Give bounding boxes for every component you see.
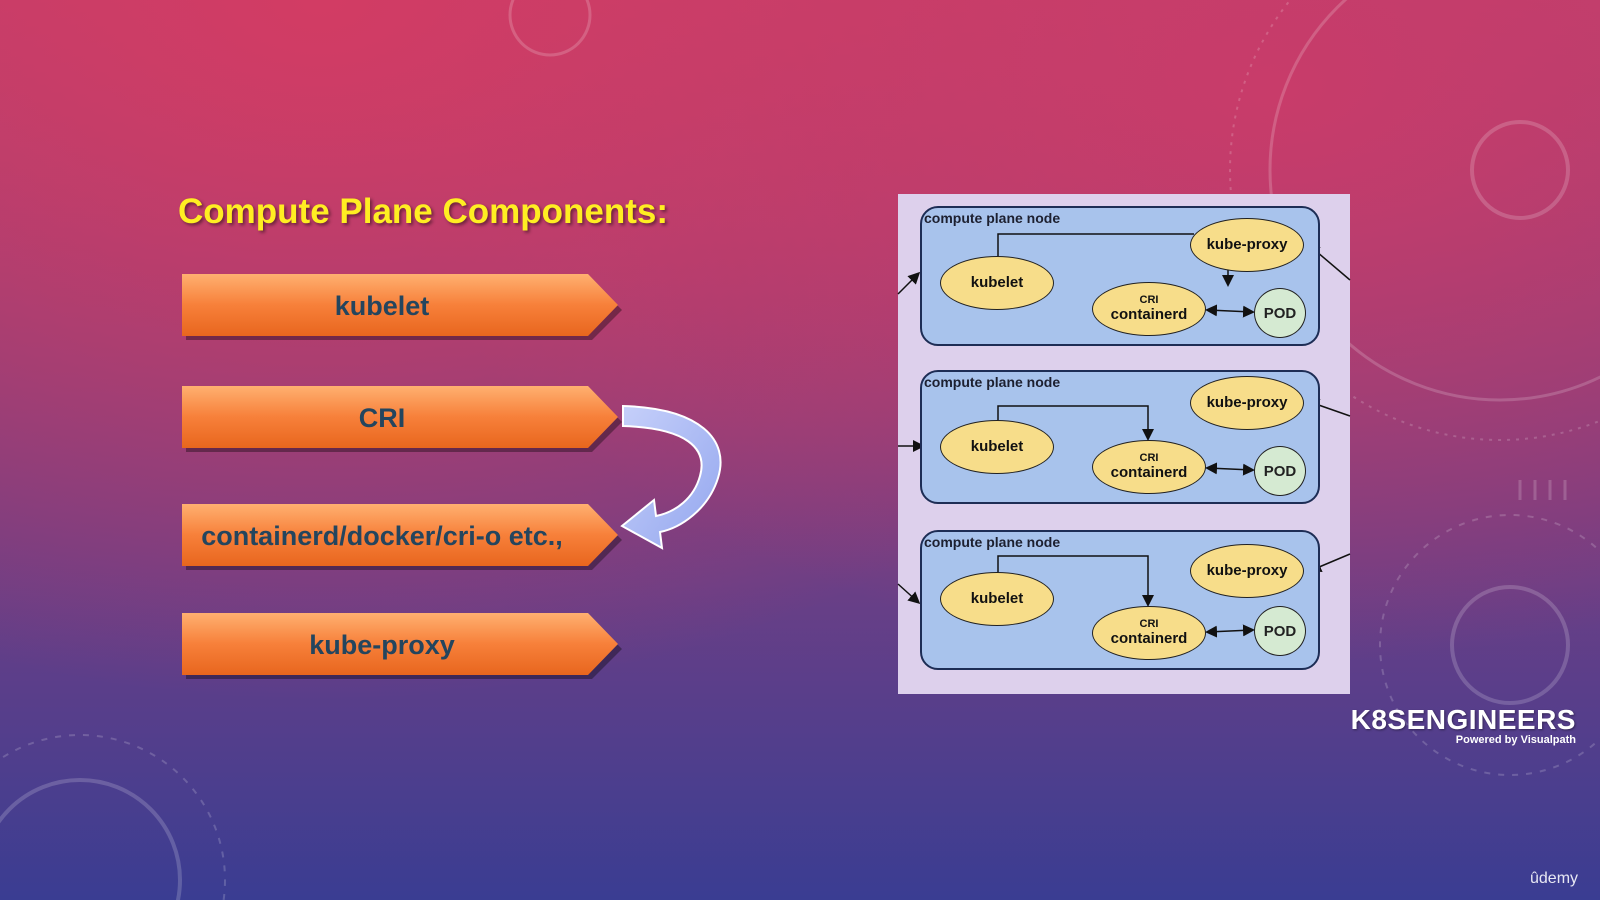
cri-label: CRI bbox=[1139, 294, 1159, 307]
component-bar-kube-proxy bbox=[182, 613, 622, 677]
kubelet-label: kubelet bbox=[970, 274, 1024, 292]
compute-plane-node bbox=[920, 370, 1320, 504]
component-bar-runtime bbox=[182, 504, 622, 568]
component-bar-cri bbox=[182, 386, 622, 450]
node-title: compute plane node bbox=[924, 210, 1061, 226]
node-title: compute plane node bbox=[924, 374, 1061, 390]
component-label: kubelet bbox=[334, 290, 430, 321]
cri-label: CRI bbox=[1139, 452, 1159, 465]
kube-proxy-node bbox=[1190, 544, 1304, 598]
kubelet-node bbox=[940, 572, 1054, 626]
pod-node bbox=[1254, 606, 1306, 656]
pod-label: POD bbox=[1263, 304, 1297, 322]
kube-proxy-label: kube-proxy bbox=[1206, 562, 1288, 580]
containerd-label: containerd bbox=[1110, 629, 1188, 647]
kubelet-node bbox=[940, 256, 1054, 310]
pod-node bbox=[1254, 288, 1306, 338]
cri-containerd-node bbox=[1092, 606, 1206, 660]
containerd-label: containerd bbox=[1110, 305, 1188, 323]
kube-proxy-label: kube-proxy bbox=[1206, 236, 1288, 254]
pod-label: POD bbox=[1263, 462, 1297, 480]
cri-containerd-node bbox=[1092, 440, 1206, 494]
compute-plane-node bbox=[920, 206, 1320, 346]
node-diagram bbox=[898, 194, 1350, 694]
kubelet-label: kubelet bbox=[970, 438, 1024, 456]
component-bar-kubelet bbox=[182, 274, 622, 338]
brand-name: K8SENGINEERS bbox=[1350, 704, 1576, 735]
kubelet-label: kubelet bbox=[970, 590, 1024, 608]
kube-proxy-node bbox=[1190, 218, 1304, 272]
platform-watermark: ûdemy bbox=[1530, 870, 1579, 887]
compute-plane-node bbox=[920, 530, 1320, 670]
component-label: CRI bbox=[358, 402, 406, 433]
component-label: containerd/docker/cri-o etc., bbox=[201, 520, 563, 551]
pod-node bbox=[1254, 446, 1306, 496]
page-title: Compute Plane Components: bbox=[178, 192, 669, 231]
kube-proxy-node bbox=[1190, 376, 1304, 430]
kubelet-node bbox=[940, 420, 1054, 474]
brand-tagline: Powered by Visualpath bbox=[1455, 734, 1576, 746]
kube-proxy-label: kube-proxy bbox=[1206, 394, 1288, 412]
cri-containerd-node bbox=[1092, 282, 1206, 336]
brand-logo bbox=[1350, 704, 1576, 746]
pod-label: POD bbox=[1263, 622, 1297, 640]
containerd-label: containerd bbox=[1110, 463, 1188, 481]
component-label: kube-proxy bbox=[309, 629, 455, 660]
cri-label: CRI bbox=[1139, 618, 1159, 631]
node-title: compute plane node bbox=[924, 534, 1061, 550]
